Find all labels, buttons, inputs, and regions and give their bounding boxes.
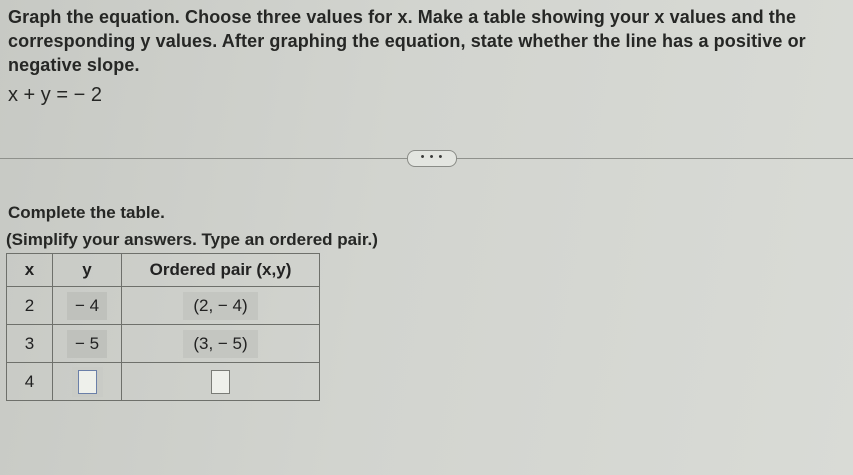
cell-x: 2 [7, 287, 53, 325]
question-text: Graph the equation. Choose three values for x. Make a table showing your x values and the corresponding y values. After graphing the equation, state whether the line has a positive or negative slope. [8, 7, 806, 75]
cell-x: 3 [7, 325, 53, 363]
cell-x: 4 [7, 363, 53, 401]
header-x: x [7, 254, 53, 287]
ordered-pair-answer-input[interactable] [211, 370, 230, 394]
header-y: y [53, 254, 122, 287]
answer-table [6, 253, 320, 401]
table-header-row [7, 254, 320, 287]
table-row [7, 363, 320, 401]
cell-y [53, 325, 122, 363]
cell-ordered-pair [122, 363, 320, 401]
cell-ordered-pair [122, 287, 320, 325]
answer-y-value: − 5 [67, 330, 107, 358]
cell-y [53, 287, 122, 325]
answer-y-value: − 4 [67, 292, 107, 320]
header-ordered-pair: Ordered pair (x,y) [122, 254, 320, 287]
instruction-simplify: (Simplify your answers. Type an ordered pair.) [6, 230, 378, 249]
y-answer-input[interactable] [78, 370, 97, 394]
instruction-complete-table: Complete the table. [8, 203, 165, 222]
equation: x + y = − 2 [8, 84, 102, 106]
answer-ordered-pair: (2, − 4) [183, 292, 257, 320]
answer-ordered-pair: (3, − 5) [183, 330, 257, 358]
cell-ordered-pair [122, 325, 320, 363]
input-y-wrapper [72, 367, 103, 397]
cell-y [53, 363, 122, 401]
show-more-button[interactable]: • • • [407, 150, 457, 167]
table-row [7, 287, 320, 325]
table-row [7, 325, 320, 363]
